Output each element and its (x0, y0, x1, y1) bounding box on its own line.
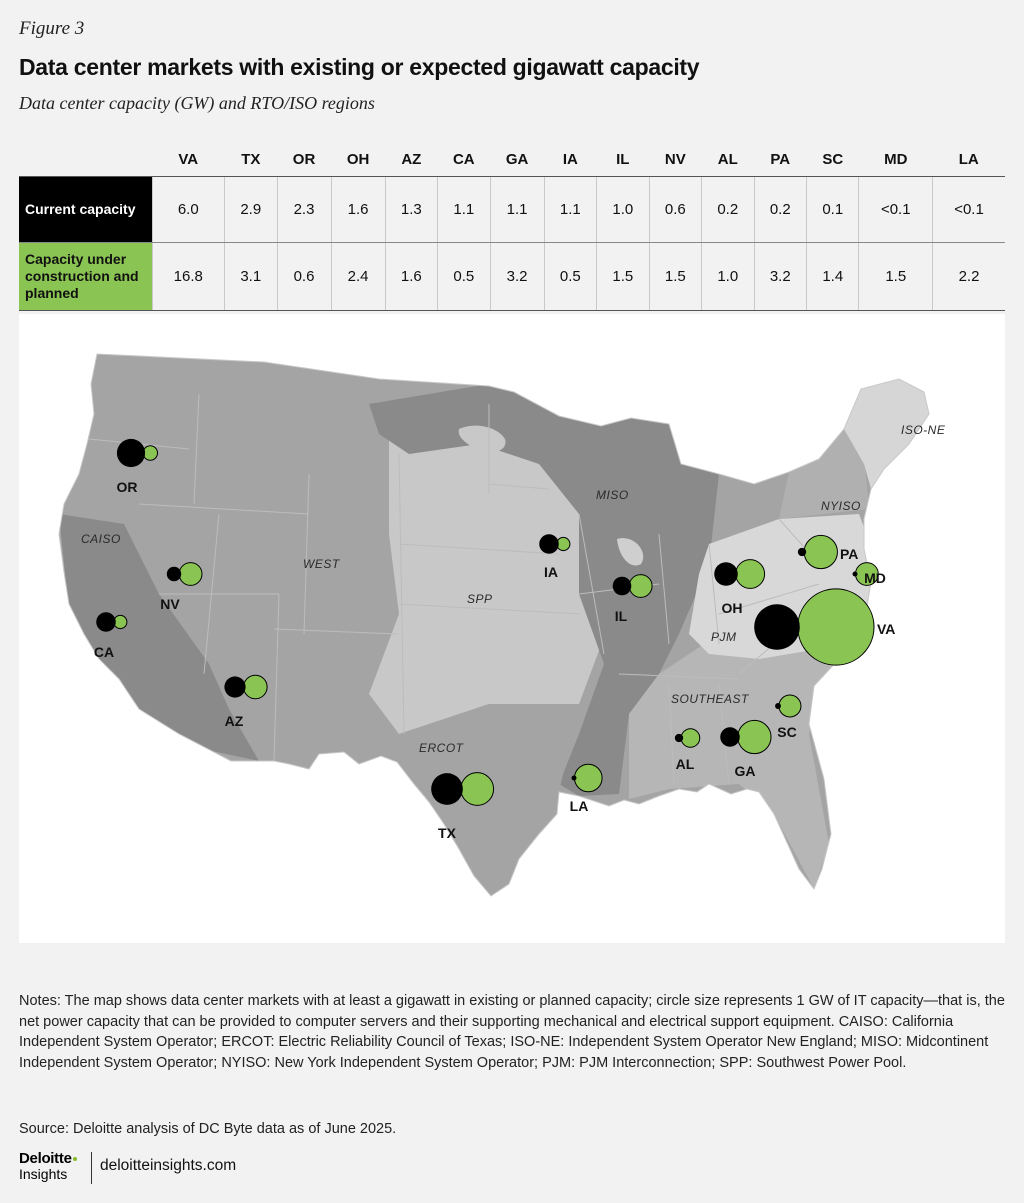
table-cell: 1.3 (385, 176, 437, 242)
market-label-md: MD (864, 570, 886, 586)
planned-bubble-az (244, 675, 268, 699)
col-header-ia: IA (544, 143, 596, 176)
region-label-pjm: PJM (711, 630, 737, 644)
market-label-la: LA (569, 798, 589, 814)
region-label-southeast: SOUTHEAST (671, 692, 749, 706)
region-label-spp: SPP (467, 592, 493, 606)
col-header-la: LA (933, 143, 1005, 176)
table-cell: 2.4 (331, 242, 385, 310)
col-header-va: VA (152, 143, 225, 176)
logo-dot-icon (73, 1157, 77, 1161)
table-cell: 0.6 (649, 176, 701, 242)
current-bubble-md (853, 572, 858, 577)
table-cell: 1.6 (331, 176, 385, 242)
table-cell: <0.1 (859, 176, 933, 242)
table-cell: 1.5 (859, 242, 933, 310)
logo-line2: Insights (19, 1166, 68, 1182)
market-label-ia: IA (544, 564, 558, 580)
market-label-il: IL (614, 608, 628, 624)
table-cell: 1.5 (597, 242, 649, 310)
col-header-az: AZ (385, 143, 437, 176)
chart-title: Data center markets with existing or expected gigawatt capacity (19, 54, 700, 80)
planned-bubble-ga (738, 720, 771, 753)
capacity-table (19, 143, 1005, 311)
col-header-il: IL (597, 143, 649, 176)
planned-bubble-sc (779, 695, 801, 717)
market-label-pa: PA (840, 546, 859, 562)
table-cell: 0.1 (807, 176, 859, 242)
table-cell: 2.2 (933, 242, 1005, 310)
notes: Notes: The map shows data center markets with at least a gigawatt in existing or planned capacity; circle size represents 1 GW of IT capacity—that is, the net power capacity that can be provided to computer servers and their supporting mechanical and electrical support equipment. CAISO: California Independent System Operator; ERCOT: Electric Reliability Council of Texas; ISO-NE: Independent System Operator New England; MISO: Midcontinent Independent System Operator; NYISO: New York Independent System Operator; PJM: PJM Interconnection; SPP: Southwest Power Pool. (19, 993, 1005, 1071)
table-cell: 0.2 (754, 176, 806, 242)
market-label-al: AL (675, 756, 695, 772)
table-cell: 1.4 (807, 242, 859, 310)
region-label-west: WEST (303, 557, 340, 571)
market-label-va: VA (877, 621, 896, 637)
current-bubble-az (224, 676, 245, 697)
current-bubble-nv (167, 567, 181, 581)
col-header-ca: CA (438, 143, 490, 176)
market-label-sc: SC (777, 724, 797, 740)
current-bubble-oh (714, 562, 738, 586)
col-header-ga: GA (490, 143, 544, 176)
region-label-ercot: ERCOT (419, 741, 464, 755)
table-cell: 3.1 (225, 242, 277, 310)
market-label-or: OR (116, 479, 138, 495)
planned-bubble-la (575, 764, 603, 792)
planned-bubble-nv (179, 563, 202, 586)
logo-line1: Deloitte (19, 1150, 72, 1167)
current-bubble-il (613, 577, 632, 596)
current-bubble-va (754, 604, 800, 650)
col-header-tx: TX (225, 143, 277, 176)
planned-bubble-va (798, 589, 874, 665)
table-cell: 3.2 (754, 242, 806, 310)
planned-capacity-row (19, 242, 1005, 310)
chart-subtitle: Data center capacity (GW) and RTO/ISO regions (19, 93, 375, 113)
col-header-nv: NV (649, 143, 701, 176)
table-cell: 0.5 (438, 242, 490, 310)
table-header-row (19, 143, 1005, 176)
current-bubble-al (675, 734, 683, 742)
col-header-al: AL (702, 143, 754, 176)
planned-capacity-label: Capacity under construction and planned (19, 242, 152, 310)
current-bubble-sc (775, 703, 781, 709)
table-cell: 0.5 (544, 242, 596, 310)
source: Source: Deloitte analysis of DC Byte data as of June 2025. (19, 1121, 397, 1137)
figure-label: Figure 3 (19, 18, 85, 39)
table-cell: 1.0 (597, 176, 649, 242)
current-bubble-pa (798, 548, 806, 556)
current-bubble-ca (96, 612, 116, 632)
col-header-md: MD (859, 143, 933, 176)
table-cell: 1.5 (649, 242, 701, 310)
col-header-sc: SC (807, 143, 859, 176)
table-corner (19, 143, 152, 176)
current-bubble-tx (431, 773, 463, 805)
table-cell: 16.8 (152, 242, 225, 310)
col-header-or: OR (277, 143, 331, 176)
planned-bubble-il (629, 575, 652, 598)
region-label-nyiso: NYISO (821, 499, 861, 513)
planned-bubble-pa (804, 535, 837, 568)
table-cell: 2.9 (225, 176, 277, 242)
deloitte-logo (19, 1151, 77, 1182)
planned-bubble-oh (736, 560, 765, 589)
current-capacity-label: Current capacity (19, 176, 152, 242)
col-header-oh: OH (331, 143, 385, 176)
market-label-tx: TX (438, 825, 456, 841)
map-panel (19, 314, 1005, 943)
us-map (19, 314, 1005, 943)
current-bubble-or (117, 439, 145, 467)
market-label-az: AZ (224, 713, 244, 729)
market-label-ca: CA (93, 644, 115, 660)
planned-bubble-tx (461, 773, 494, 806)
table-cell: 1.6 (385, 242, 437, 310)
table-cell: 1.1 (438, 176, 490, 242)
market-label-nv: NV (160, 596, 180, 612)
region-label-iso-ne: ISO-NE (901, 423, 946, 437)
planned-bubble-or (143, 446, 157, 460)
current-bubble-ga (720, 727, 740, 747)
table-cell: 1.1 (490, 176, 544, 242)
market-label-oh: OH (721, 600, 743, 616)
region-label-caiso: CAISO (81, 532, 121, 546)
region-label-miso: MISO (596, 488, 629, 502)
site-link[interactable]: deloitteinsights.com (100, 1157, 237, 1174)
current-bubble-ia (539, 534, 559, 554)
table-cell: 0.6 (277, 242, 331, 310)
planned-bubble-al (681, 729, 700, 748)
logo-divider (91, 1152, 92, 1184)
table-cell: 3.2 (490, 242, 544, 310)
table-cell: 1.1 (544, 176, 596, 242)
col-header-pa: PA (754, 143, 806, 176)
table-cell: 2.3 (277, 176, 331, 242)
current-bubble-la (572, 776, 577, 781)
table-cell: 1.0 (702, 242, 754, 310)
table-cell: <0.1 (933, 176, 1005, 242)
table-cell: 0.2 (702, 176, 754, 242)
market-label-ga: GA (734, 763, 756, 779)
current-capacity-row (19, 176, 1005, 242)
table-cell: 6.0 (152, 176, 225, 242)
